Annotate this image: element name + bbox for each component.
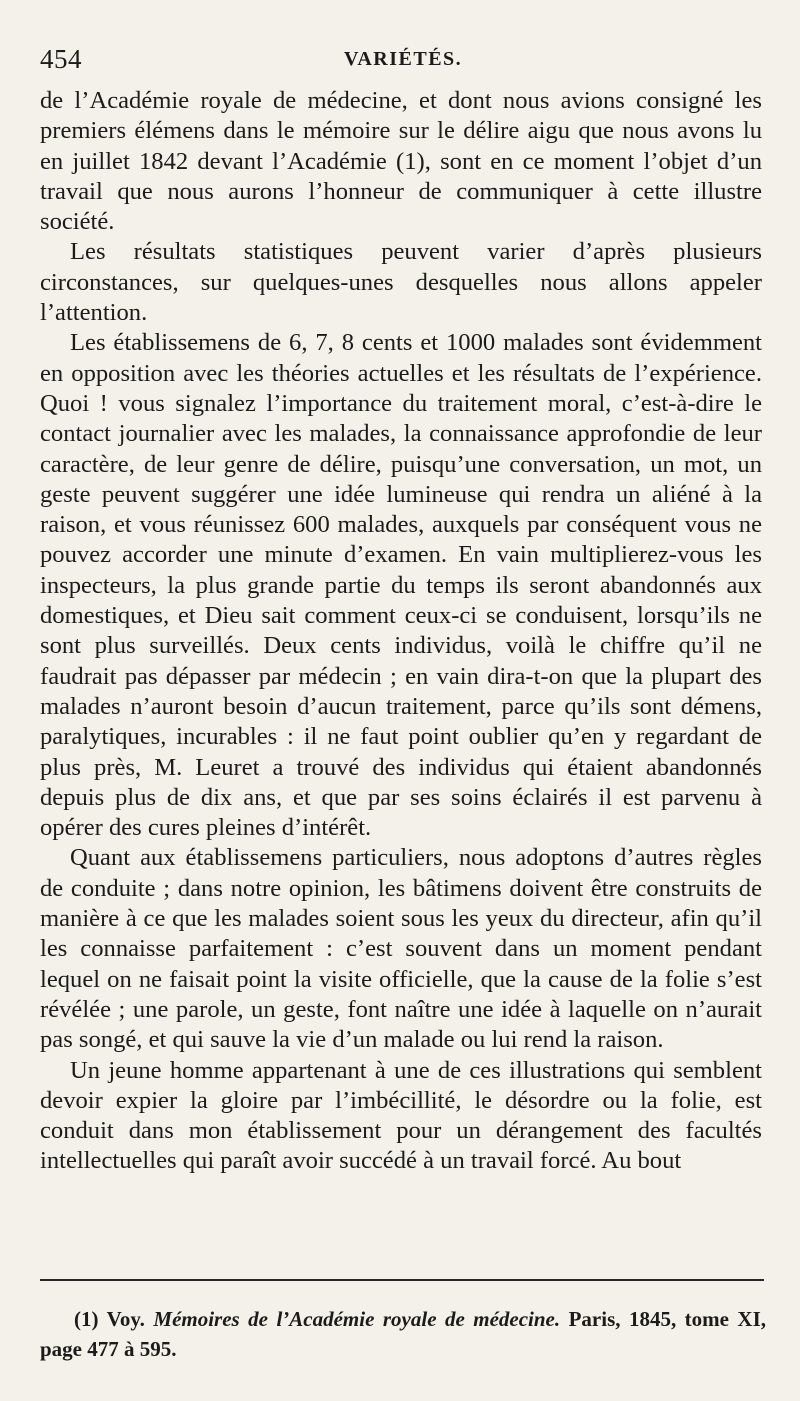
paragraph-young-man: Un jeune homme appartenant à une de ces illustrations qui semblent devoir expier la gloire par l’imbécillité, le désordre ou la folie, est conduit dans mon établissement pour un dérangement des facultés intellectuelles qui paraît avoir succédé à un travail forcé. Au bout (40, 1056, 762, 1175)
page-number: 454 (40, 44, 82, 74)
paragraph-statistics: Les résultats statistiques peuvent varier d’après plusieurs circonstances, sur quelques-unes desquelles nous allons appeler l’attention. (40, 238, 762, 327)
footnote-marker: (1) (74, 1307, 99, 1331)
paragraph-private-establishments: Quant aux établissemens particuliers, nous adoptons d’autres règles de conduite ; dans notre opinion, les bâtimens doivent être construits de manière à ce que les malades soient sous les yeux du directeur, afin qu’il les connaisse parfaitement : c’est souvent dans un moment pendant lequel on ne faisait point la visite officielle, que la cause de la folie s’est révélée ; une parole, un geste, font naître une idée à laquelle on n’aurait pas songé, et qui sauve la vie d’un malade ou lui rend la raison. (40, 844, 762, 1054)
page-header (40, 44, 762, 78)
footnote (40, 1304, 766, 1364)
footnote-text (40, 1304, 766, 1364)
footnote-suffix: Paris, 1845, tome XI, page 477 à 595. (40, 1307, 767, 1361)
paragraph-continuation: de l’Académie royale de médecine, et dont nous avions consigné les premiers élémens dans le mémoire sur le délire aigu que nous avons lu en juillet 1842 devant l’Académie (1), sont en ce moment l’objet d’un travail que nous aurons l’honneur de communiquer à cette illustre société. (40, 87, 762, 236)
footnote-prefix: Voy. (106, 1307, 145, 1331)
paragraph-large-establishments: Les établissemens de 6, 7, 8 cents et 1000 malades sont évidemment en opposition avec les théories actuelles et les résultats de l’expérience. Quoi ! vous signalez l’importance du traitement moral, c’est-à-dire le contact journalier avec les malades, la connaissance approfondie de leur caractère, de leur genre de délire, puisqu’une conversation, un mot, un geste peuvent suggérer une idée lumineuse qui rendra un aliéné à la raison, et vous réunissez 600 malades, auxquels par conséquent vous ne pouvez accorder une minute d’examen. En vain multiplierez-vous les inspecteurs, la plus grande partie du temps ils seront abandonnés aux domestiques, et Dieu sait comment ceux-ci se conduisent, lorsqu’ils ne sont plus surveillés. Deux cents individus, voilà le chiffre qu’il ne faudrait pas dépasser par médecin ; en vain dira-t-on que la plupart des malades n’auront besoin d’aucun traitement, parce qu’ils sont démens, paralytiques, incurables : il ne faut point oublier qu’en y regardant de plus près, M. Leuret a trouvé des individus qui étaient abandonnés depuis plus de dix ans, et que par ses soins éclairés il est parvenu à opérer des cures pleines d’intérêt. (40, 329, 762, 842)
running-head: VARIÉTÉS. (344, 48, 463, 70)
footnote-divider (40, 1279, 764, 1281)
body-text (40, 86, 762, 1177)
footnote-title: Mémoires de l’Académie royale de médecine. (153, 1307, 561, 1331)
